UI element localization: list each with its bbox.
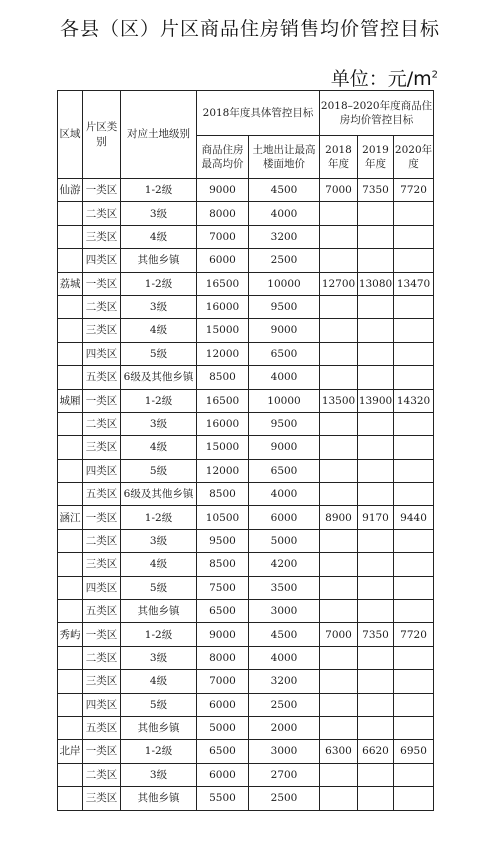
target-2019-cell: [358, 646, 394, 669]
max-price-cell: 16000: [197, 412, 249, 435]
target-2019-cell: [358, 763, 394, 786]
max-land-price-cell: 9000: [249, 319, 320, 342]
target-2019-cell: [358, 600, 394, 623]
land-level-cell: 1-2级: [121, 740, 197, 763]
target-2019-cell: [358, 553, 394, 576]
target-2019-cell: [358, 249, 394, 272]
target-2018-cell: 8900: [320, 506, 358, 529]
target-2019-cell: [358, 670, 394, 693]
max-land-price-cell: 4000: [249, 202, 320, 225]
table-row: [58, 623, 434, 646]
region-cell: [58, 342, 83, 365]
zone-cell: 四类区: [83, 249, 121, 272]
target-2018-cell: [320, 529, 358, 552]
zone-cell: 三类区: [83, 225, 121, 248]
header-max-land-price: 土地出让最高楼面地价: [249, 136, 320, 179]
table-row: [58, 412, 434, 435]
zone-cell: 五类区: [83, 366, 121, 389]
max-price-cell: 8000: [197, 202, 249, 225]
table-row: [58, 249, 434, 272]
region-cell: [58, 646, 83, 669]
max-land-price-cell: 3200: [249, 670, 320, 693]
unit-label: [331, 64, 438, 91]
target-2020-cell: 7720: [394, 179, 434, 202]
zone-cell: 一类区: [83, 506, 121, 529]
max-land-price-cell: 2500: [249, 693, 320, 716]
target-2020-cell: [394, 295, 434, 318]
target-2019-cell: [358, 366, 394, 389]
max-land-price-cell: 4500: [249, 179, 320, 202]
region-cell: [58, 787, 83, 810]
land-level-cell: 1-2级: [121, 389, 197, 412]
max-price-cell: 7000: [197, 670, 249, 693]
zone-cell: 三类区: [83, 670, 121, 693]
target-2018-cell: [320, 342, 358, 365]
target-2020-cell: [394, 787, 434, 810]
land-level-cell: 3级: [121, 412, 197, 435]
table-row: [58, 553, 434, 576]
target-2019-cell: [358, 342, 394, 365]
target-2018-cell: [320, 225, 358, 248]
target-2020-cell: [394, 412, 434, 435]
max-price-cell: 9000: [197, 623, 249, 646]
target-2020-cell: 7720: [394, 623, 434, 646]
target-2019-cell: [358, 412, 394, 435]
max-land-price-cell: 4000: [249, 483, 320, 506]
max-land-price-cell: 9000: [249, 436, 320, 459]
price-target-table: [57, 90, 434, 811]
zone-cell: 二类区: [83, 295, 121, 318]
region-cell: [58, 693, 83, 716]
target-2019-cell: [358, 576, 394, 599]
target-2018-cell: [320, 600, 358, 623]
table-row: [58, 693, 434, 716]
max-land-price-cell: 10000: [249, 272, 320, 295]
max-price-cell: 7500: [197, 576, 249, 599]
target-2020-cell: 6950: [394, 740, 434, 763]
target-2018-cell: [320, 716, 358, 739]
table-row: [58, 272, 434, 295]
target-2019-cell: 13900: [358, 389, 394, 412]
target-2020-cell: [394, 202, 434, 225]
target-2020-cell: [394, 600, 434, 623]
page-title: 各县（区）片区商品住房销售均价管控目标: [59, 18, 440, 40]
target-2018-cell: [320, 202, 358, 225]
target-2019-cell: [358, 693, 394, 716]
zone-cell: 四类区: [83, 459, 121, 482]
max-land-price-cell: 3500: [249, 576, 320, 599]
target-2019-cell: [358, 529, 394, 552]
target-2020-cell: [394, 693, 434, 716]
region-cell: [58, 576, 83, 599]
region-cell: [58, 529, 83, 552]
table-row: [58, 295, 434, 318]
max-land-price-cell: 6000: [249, 506, 320, 529]
max-price-cell: 16500: [197, 389, 249, 412]
max-price-cell: 10500: [197, 506, 249, 529]
table-row: [58, 600, 434, 623]
land-level-cell: 1-2级: [121, 272, 197, 295]
land-level-cell: 其他乡镇: [121, 600, 197, 623]
target-2018-cell: [320, 763, 358, 786]
zone-cell: 四类区: [83, 576, 121, 599]
header-zone: 片区类别: [83, 91, 121, 179]
region-cell: [58, 436, 83, 459]
land-level-cell: 6级及其他乡镇: [121, 483, 197, 506]
land-level-cell: 1-2级: [121, 179, 197, 202]
max-land-price-cell: 4000: [249, 366, 320, 389]
target-2020-cell: 14320: [394, 389, 434, 412]
target-2018-cell: 12700: [320, 272, 358, 295]
target-2018-cell: 7000: [320, 179, 358, 202]
region-cell: [58, 412, 83, 435]
land-level-cell: 其他乡镇: [121, 787, 197, 810]
max-land-price-cell: 5000: [249, 529, 320, 552]
target-2020-cell: [394, 249, 434, 272]
header-year-2018: 2018年度: [320, 136, 358, 179]
region-cell: 荔城: [58, 272, 83, 295]
zone-cell: 四类区: [83, 342, 121, 365]
zone-cell: 一类区: [83, 740, 121, 763]
land-level-cell: 4级: [121, 670, 197, 693]
max-price-cell: 16500: [197, 272, 249, 295]
land-level-cell: 其他乡镇: [121, 249, 197, 272]
target-2018-cell: [320, 249, 358, 272]
max-price-cell: 16000: [197, 295, 249, 318]
target-2020-cell: [394, 483, 434, 506]
region-cell: [58, 459, 83, 482]
zone-cell: 一类区: [83, 179, 121, 202]
target-2020-cell: [394, 553, 434, 576]
max-land-price-cell: 3200: [249, 225, 320, 248]
max-land-price-cell: 2500: [249, 249, 320, 272]
zone-cell: 五类区: [83, 483, 121, 506]
max-price-cell: 15000: [197, 436, 249, 459]
header-2018-2020-target: 2018–2020年度商品住房均价管控目标: [320, 91, 434, 136]
land-level-cell: 5级: [121, 576, 197, 599]
target-2018-cell: [320, 295, 358, 318]
header-land-level: 对应土地级别: [121, 91, 197, 179]
max-price-cell: 15000: [197, 319, 249, 342]
max-land-price-cell: 3000: [249, 740, 320, 763]
max-price-cell: 5500: [197, 787, 249, 810]
target-2020-cell: [394, 225, 434, 248]
target-2019-cell: 9170: [358, 506, 394, 529]
target-2018-cell: [320, 646, 358, 669]
land-level-cell: 4级: [121, 225, 197, 248]
region-cell: 北岸: [58, 740, 83, 763]
land-level-cell: 3级: [121, 202, 197, 225]
zone-cell: 一类区: [83, 389, 121, 412]
zone-cell: 二类区: [83, 412, 121, 435]
target-2020-cell: [394, 670, 434, 693]
target-2018-cell: [320, 553, 358, 576]
zone-cell: 二类区: [83, 202, 121, 225]
table-row: [58, 506, 434, 529]
header-max-price: 商品住房最高均价: [197, 136, 249, 179]
target-2019-cell: 7350: [358, 623, 394, 646]
target-2018-cell: 13500: [320, 389, 358, 412]
target-2020-cell: [394, 529, 434, 552]
target-2020-cell: [394, 319, 434, 342]
target-2019-cell: [358, 225, 394, 248]
table-row: [58, 436, 434, 459]
target-2019-cell: 7350: [358, 179, 394, 202]
max-price-cell: 5000: [197, 716, 249, 739]
table-row: [58, 529, 434, 552]
max-price-cell: 8500: [197, 483, 249, 506]
max-price-cell: 9000: [197, 179, 249, 202]
table-row: [58, 342, 434, 365]
target-2018-cell: [320, 459, 358, 482]
target-2019-cell: [358, 483, 394, 506]
region-cell: [58, 295, 83, 318]
land-level-cell: 5级: [121, 459, 197, 482]
max-land-price-cell: 2700: [249, 763, 320, 786]
target-2018-cell: [320, 670, 358, 693]
table-row: [58, 483, 434, 506]
max-land-price-cell: 3000: [249, 600, 320, 623]
header-row-1: [58, 91, 434, 136]
zone-cell: 五类区: [83, 600, 121, 623]
target-2018-cell: [320, 319, 358, 342]
target-2019-cell: [358, 202, 394, 225]
region-cell: [58, 319, 83, 342]
land-level-cell: 3级: [121, 295, 197, 318]
header-2018-target: 2018年度具体管控目标: [197, 91, 320, 136]
table-row: [58, 225, 434, 248]
land-level-cell: 4级: [121, 436, 197, 459]
zone-cell: 一类区: [83, 623, 121, 646]
unit-superscript: 2: [431, 69, 438, 81]
land-level-cell: 1-2级: [121, 623, 197, 646]
max-land-price-cell: 2000: [249, 716, 320, 739]
region-cell: [58, 716, 83, 739]
max-price-cell: 6000: [197, 249, 249, 272]
header-year-2019: 2019年度: [358, 136, 394, 179]
max-price-cell: 6500: [197, 600, 249, 623]
max-land-price-cell: 4200: [249, 553, 320, 576]
target-2020-cell: [394, 342, 434, 365]
table-body: [58, 179, 434, 811]
table-row: [58, 179, 434, 202]
max-price-cell: 7000: [197, 225, 249, 248]
target-2018-cell: [320, 787, 358, 810]
zone-cell: 四类区: [83, 693, 121, 716]
table-row: [58, 787, 434, 810]
target-2020-cell: [394, 646, 434, 669]
max-price-cell: 9500: [197, 529, 249, 552]
target-2019-cell: 6620: [358, 740, 394, 763]
target-2019-cell: [358, 295, 394, 318]
target-2020-cell: 13470: [394, 272, 434, 295]
region-cell: 仙游: [58, 179, 83, 202]
table-row: [58, 576, 434, 599]
table-row: [58, 366, 434, 389]
target-2018-cell: [320, 693, 358, 716]
region-cell: [58, 249, 83, 272]
max-price-cell: 6000: [197, 693, 249, 716]
table-row: [58, 646, 434, 669]
max-land-price-cell: 6500: [249, 459, 320, 482]
land-level-cell: 6级及其他乡镇: [121, 366, 197, 389]
zone-cell: 五类区: [83, 716, 121, 739]
table-row: [58, 459, 434, 482]
table-row: [58, 716, 434, 739]
target-2019-cell: [358, 716, 394, 739]
header-region: 区域: [58, 91, 83, 179]
max-price-cell: 8000: [197, 646, 249, 669]
max-land-price-cell: 9500: [249, 295, 320, 318]
land-level-cell: 3级: [121, 763, 197, 786]
max-price-cell: 8500: [197, 553, 249, 576]
target-2020-cell: [394, 576, 434, 599]
target-2019-cell: [358, 459, 394, 482]
target-2019-cell: [358, 787, 394, 810]
region-cell: 涵江: [58, 506, 83, 529]
zone-cell: 二类区: [83, 529, 121, 552]
zone-cell: 三类区: [83, 319, 121, 342]
region-cell: [58, 366, 83, 389]
region-cell: [58, 483, 83, 506]
target-2018-cell: [320, 576, 358, 599]
target-2020-cell: [394, 366, 434, 389]
target-2020-cell: [394, 436, 434, 459]
zone-cell: 三类区: [83, 553, 121, 576]
unit-text: 单位：元/m: [330, 68, 432, 90]
target-2019-cell: [358, 436, 394, 459]
target-2018-cell: [320, 483, 358, 506]
target-2019-cell: 13080: [358, 272, 394, 295]
max-land-price-cell: 4500: [249, 623, 320, 646]
region-cell: [58, 553, 83, 576]
land-level-cell: 4级: [121, 319, 197, 342]
table-row: [58, 670, 434, 693]
target-2019-cell: [358, 319, 394, 342]
region-cell: 秀屿: [58, 623, 83, 646]
table-row: [58, 763, 434, 786]
land-level-cell: 4级: [121, 553, 197, 576]
land-level-cell: 5级: [121, 342, 197, 365]
zone-cell: 三类区: [83, 787, 121, 810]
max-price-cell: 12000: [197, 342, 249, 365]
max-price-cell: 8500: [197, 366, 249, 389]
land-level-cell: 1-2级: [121, 506, 197, 529]
max-land-price-cell: 10000: [249, 389, 320, 412]
zone-cell: 三类区: [83, 436, 121, 459]
max-price-cell: 12000: [197, 459, 249, 482]
target-2020-cell: [394, 459, 434, 482]
max-land-price-cell: 2500: [249, 787, 320, 810]
region-cell: [58, 202, 83, 225]
target-2018-cell: 7000: [320, 623, 358, 646]
max-price-cell: 6500: [197, 740, 249, 763]
header-year-2020: 2020年度: [394, 136, 434, 179]
target-2020-cell: [394, 716, 434, 739]
land-level-cell: 3级: [121, 529, 197, 552]
table-row: [58, 319, 434, 342]
region-cell: [58, 763, 83, 786]
target-2020-cell: [394, 763, 434, 786]
zone-cell: 二类区: [83, 763, 121, 786]
land-level-cell: 其他乡镇: [121, 716, 197, 739]
land-level-cell: 5级: [121, 693, 197, 716]
table-row: [58, 740, 434, 763]
max-price-cell: 6000: [197, 763, 249, 786]
region-cell: [58, 225, 83, 248]
max-land-price-cell: 4000: [249, 646, 320, 669]
zone-cell: 一类区: [83, 272, 121, 295]
target-2018-cell: [320, 436, 358, 459]
target-2018-cell: [320, 412, 358, 435]
table-row: [58, 202, 434, 225]
max-land-price-cell: 9500: [249, 412, 320, 435]
target-2018-cell: 6300: [320, 740, 358, 763]
land-level-cell: 3级: [121, 646, 197, 669]
target-2018-cell: [320, 366, 358, 389]
region-cell: [58, 600, 83, 623]
target-2020-cell: 9440: [394, 506, 434, 529]
region-cell: [58, 670, 83, 693]
zone-cell: 二类区: [83, 646, 121, 669]
table-row: [58, 389, 434, 412]
max-land-price-cell: 6500: [249, 342, 320, 365]
region-cell: 城厢: [58, 389, 83, 412]
